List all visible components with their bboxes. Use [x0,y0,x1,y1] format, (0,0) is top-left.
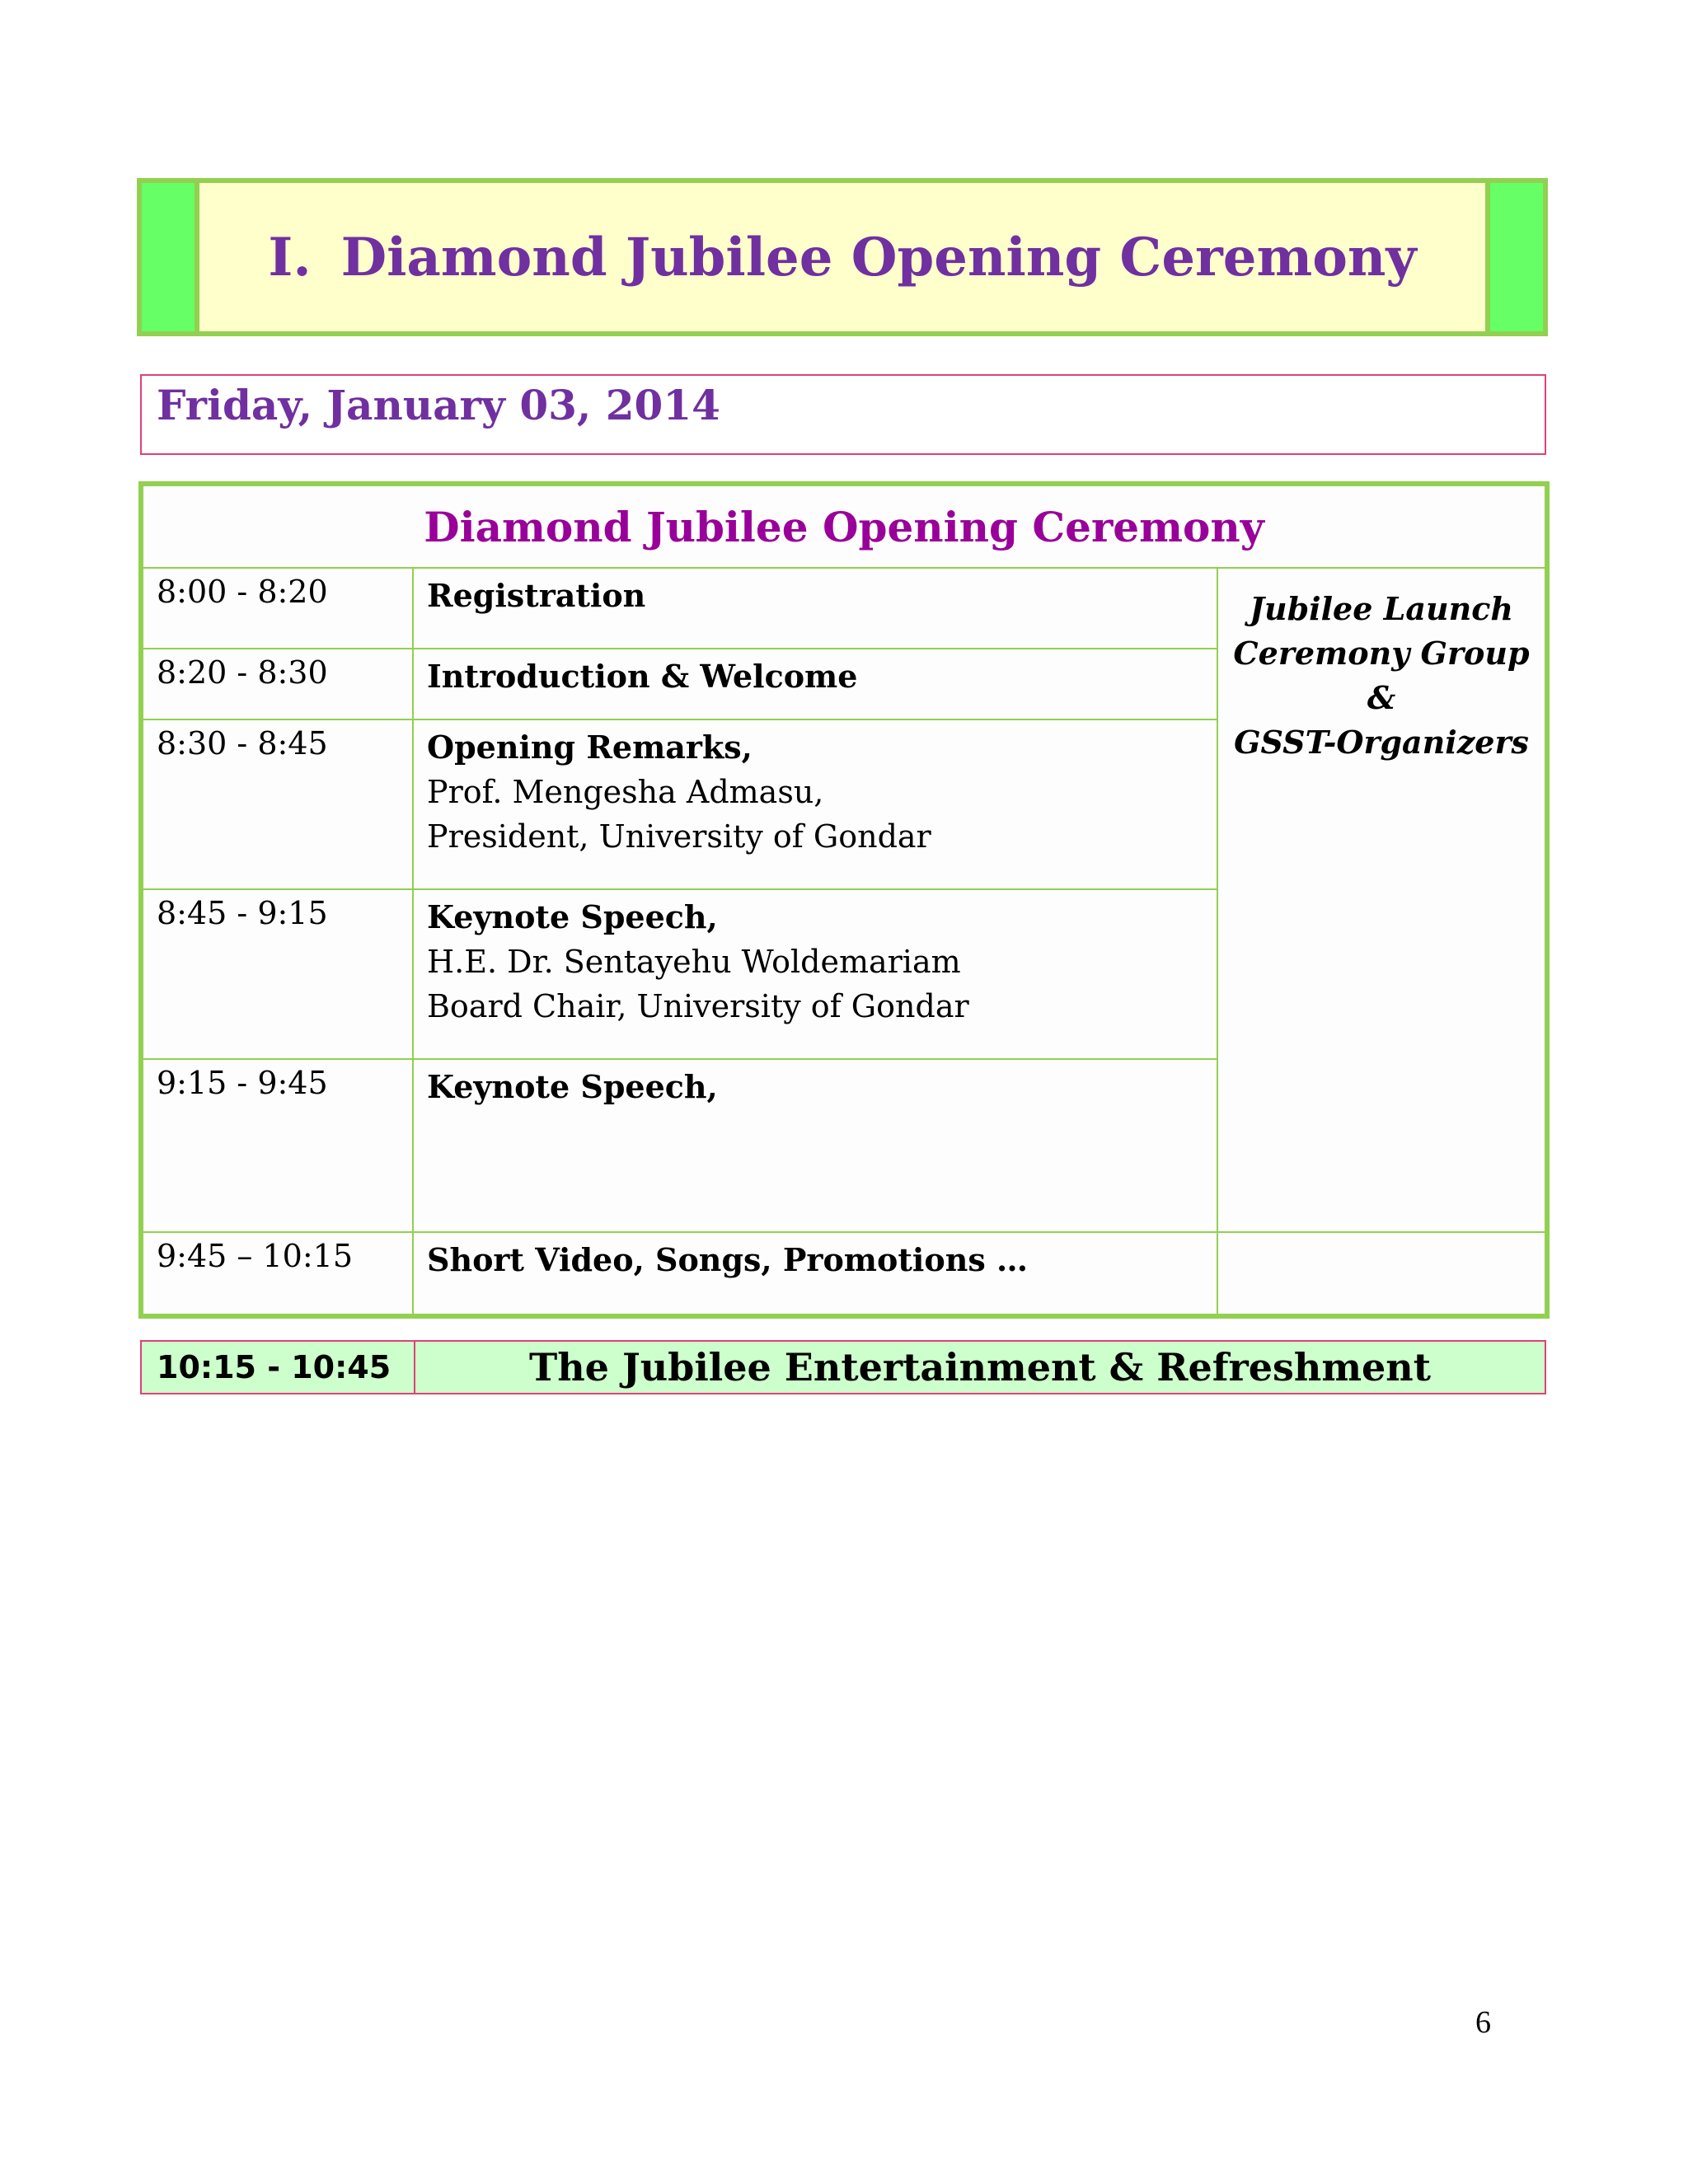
responsible-line: GSST-Organizers [1234,724,1529,761]
event-title: Short Video, Songs, Promotions … [427,1241,1028,1278]
event-title: Opening Remarks, [427,729,753,766]
row-event [427,895,969,1029]
section-heading-box [137,178,1548,336]
responsible-line: Jubilee Launch [1250,590,1513,627]
event-speaker: Prof. Mengesha Admasu, [427,774,824,810]
page-number: 6 [1475,2005,1491,2040]
schedule-row [143,649,1217,720]
break-row [140,1340,1546,1394]
date-text: Friday, January 03, 2014 [157,381,720,429]
schedule-row [143,1060,1217,1233]
row-time: 8:20 - 8:30 [157,654,328,691]
section-title [268,227,1416,288]
schedule-row [143,890,1217,1060]
event-title: Introduction & Welcome [427,658,858,695]
date-box [140,374,1546,455]
row-event [427,574,645,618]
event-title: Registration [427,577,646,614]
responsible-line: & [1367,679,1396,716]
event-title: Keynote Speech, [427,1068,718,1105]
schedule-title: Diamond Jubilee Opening Ceremony [143,486,1545,569]
event-speaker-role: President, University of Gondar [427,818,931,855]
schedule-row [143,1233,1217,1314]
row-event [427,1238,1028,1282]
row-event [427,725,931,859]
row-time: 8:45 - 9:15 [157,895,328,931]
row-time: 9:15 - 9:45 [157,1065,328,1101]
section-title-text: Diamond Jubilee Opening Ceremony [340,226,1417,288]
responsible-cell [1218,570,1545,1233]
responsible-line: Ceremony Group [1233,635,1530,672]
section-heading-inner [195,183,1490,331]
break-label: The Jubilee Entertainment & Refreshment [528,1345,1431,1390]
break-time: 10:15 - 10:45 [157,1349,392,1385]
event-speaker: H.E. Dr. Sentayehu Woldemariam [427,944,961,980]
row-time: 9:45 – 10:15 [157,1238,354,1274]
section-number: I. [268,226,312,288]
schedule-row [143,720,1217,890]
row-event [427,1065,718,1109]
row-time: 8:00 - 8:20 [157,574,328,610]
row-event [427,654,857,699]
responsible-text [1218,587,1545,765]
event-title: Keynote Speech, [427,898,718,935]
schedule-table [138,481,1550,1319]
event-speaker-role: Board Chair, University of Gondar [427,988,969,1024]
row-time: 8:30 - 8:45 [157,725,328,762]
schedule-row [143,569,1217,649]
